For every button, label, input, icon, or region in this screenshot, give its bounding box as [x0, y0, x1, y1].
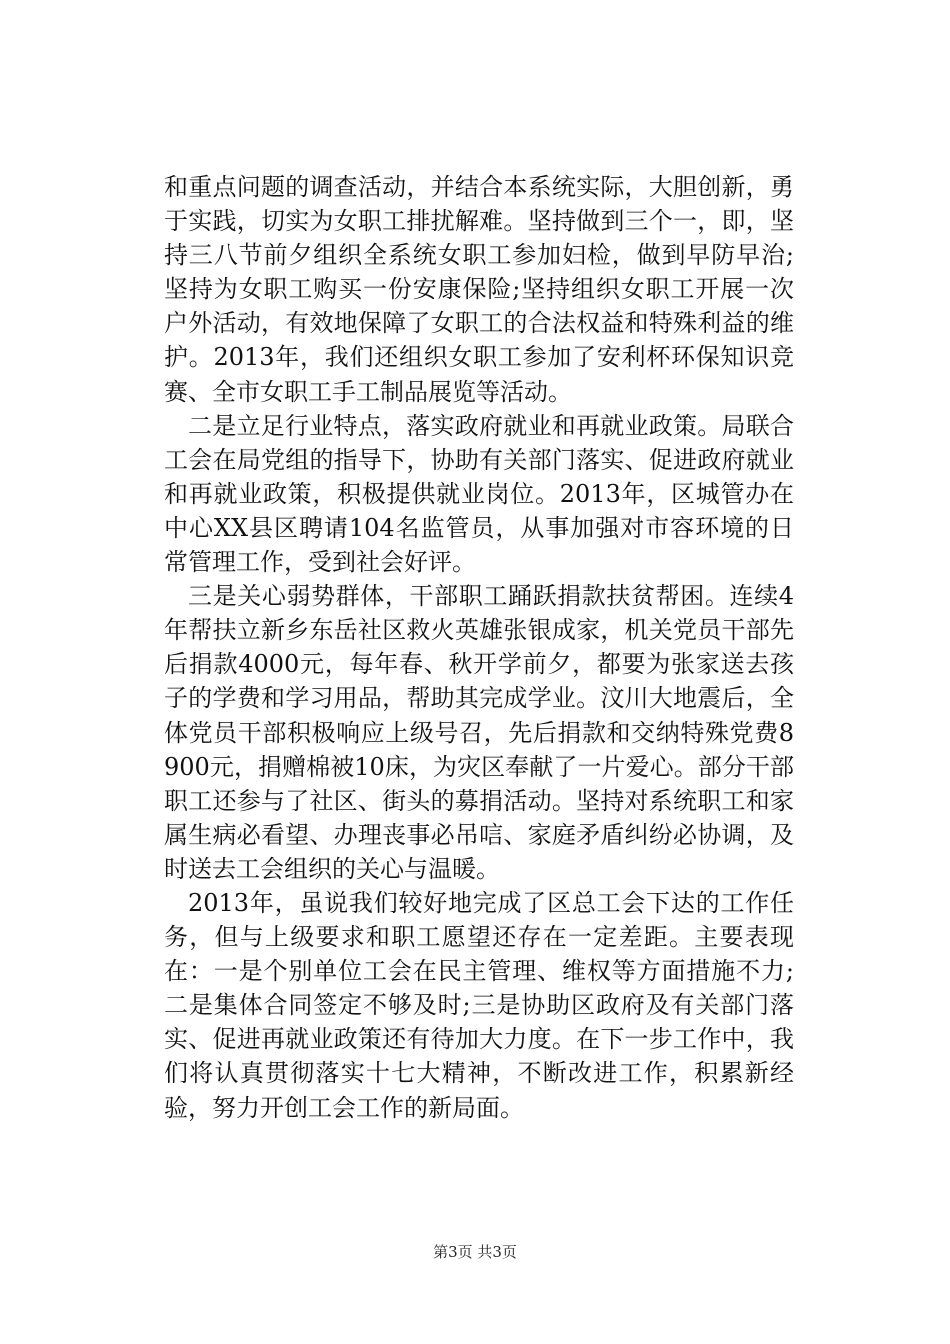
paragraph-poverty-relief: 三是关心弱势群体，干部职工踊跃捐款扶贫帮困。连续4年帮扶立新乡东岳社区救火英雄张银成家，机关党员干部先后捐款4000元，每年春、秋开学前夕，都要为张家送去孩子的学费和学习用品，帮助其完成学业。汶川大地震后，全体党员干部积极响应上级号召，先后捐款和交纳特殊党费8900元，捐赠棉被10床，为灾区奉献了一片爱心。部分干部职工还参与了社区、街头的募捐活动。坚持对系统职工和家属生病必看望、办理丧事必吊唁、家庭矛盾纠纷必协调，及时送去工会组织的关心与温暖。: [164, 582, 794, 883]
paragraph-summary: 2013年，虽说我们较好地完成了区总工会下达的工作任务，但与上级要求和职工愿望还存在一定差距。主要表现在：一是个别单位工会在民主管理、维权等方面措施不力;二是集体合同签定不够及时;三是协助区政府及有关部门落实、促进再就业政策还有待加大力度。在下一步工作中，我们将认真贯彻落实十七大精神，不断改进工作，积累新经验，努力开创工会工作的新局面。: [164, 888, 794, 1122]
document-body: [164, 170, 794, 1125]
paragraph-employment-policy: 二是立足行业特点，落实政府就业和再就业政策。局联合工会在局党组的指导下，协助有关部门落实、促进政府就业和再就业政策，积极提供就业岗位。2013年，区城管办在中心XX县区聘请104名监管员，从事加强对市容环境的日常管理工作，受到社会好评。: [164, 411, 794, 577]
page-number-footer: 第3页 共3页: [433, 1243, 517, 1261]
paragraph-continued: 和重点问题的调查活动，并结合本系统实际，大胆创新，勇于实践，切实为女职工排扰解难。坚持做到三个一，即，坚持三八节前夕组织全系统女职工参加妇检，做到早防早治;坚持为女职工购买一份安康保险;坚持组织女职工开展一次户外活动，有效地保障了女职工的合法权益和特殊利益的维护。2013年，我们还组织女职工参加了安利杯环保知识竞赛、全市女职工手工制品展览等活动。: [164, 173, 794, 406]
